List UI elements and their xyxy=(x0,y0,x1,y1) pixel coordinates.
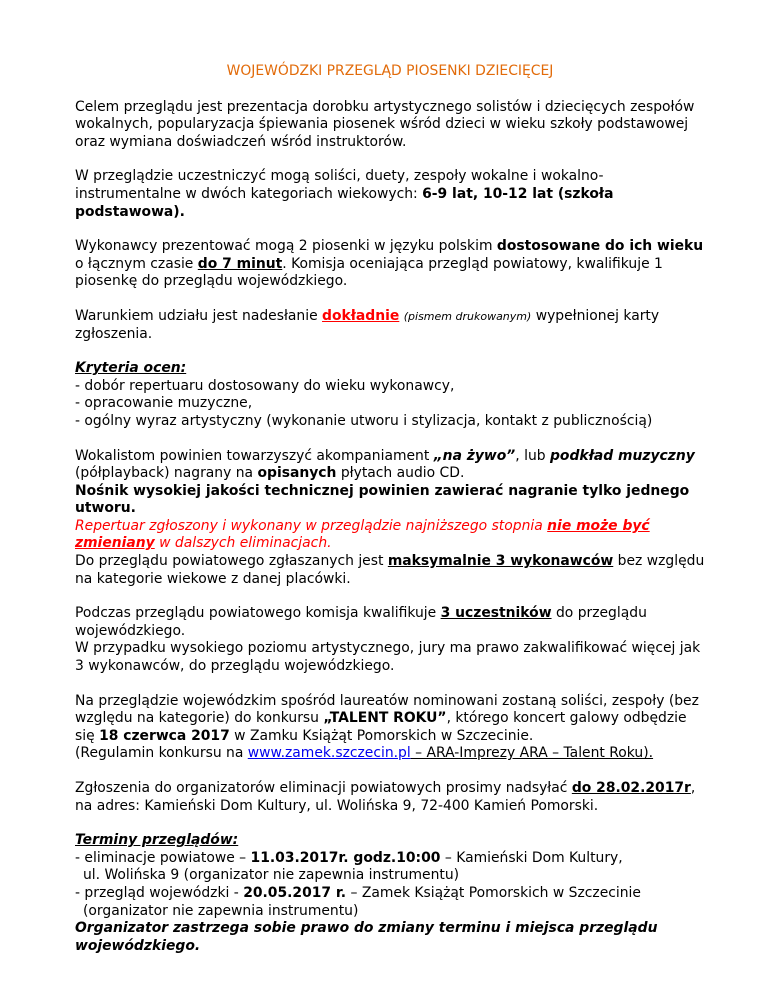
criteria-section xyxy=(75,360,705,430)
page-title: WOJEWÓDZKI PRZEGLĄD PIOSENKI DZIECIĘCEJ xyxy=(226,63,554,79)
list-item: - przegląd wojewódzki - 20.05.2017 r. – Zamek Książąt Pomorskich w Szczecinie xyxy=(75,884,641,901)
paragraph-purpose: Celem przeglądu jest prezentacja dorobku artystycznego solistów i dziecięcych zespołów wokalnych, popularyzacja śpiewania piosenek wśród dzieci w wieku szkoły podstawowej oraz wymiana doświadczeń wśród instruktorów. xyxy=(75,98,695,150)
paragraph-participants: W przeglądzie uczestniczyć mogą soliści, duety, zespoły wokalne i wokalno-instrumentalne w dwóch kategoriach wiekowych: 6-9 lat, 10-12 lat (szkoła podstawowa). xyxy=(75,168,614,220)
emphasis-red: dokładnie xyxy=(322,307,400,324)
terms-heading: Terminy przeglądów: xyxy=(75,832,239,849)
website-link[interactable]: www.zamek.szczecin.pl xyxy=(247,745,411,762)
paragraph-accompaniment: Wokalistom powinien towarzyszyć akompaniament „na żywo”, lub podkład muzyczny (półplayback) nagrany na opisanych płytach audio CD. Nośnik wysokiej jakości technicznej powinien zawierać nagranie tylko jednego utworu. Repertuar zgłoszony i wykonany w przeglądzie najniższego stopnia nie może być zmieniany w dalszych eliminacjach. Do przeglądu powiatowego zgłaszanych jest maksymalnie 3 wykonawców bez względu na kategorie wiekowe z danej placówki. xyxy=(75,447,705,587)
paragraph-talent: Na przeglądzie wojewódzkim spośród laureatów nominowani zostaną soliści, zespoły (bez względu na kategorie) do konkursu „TALENT ROKU”, którego koncert galowy odbędzie się 18 czerwca 2017 w Zamku Książąt Pomorskich w Szczecinie. (Regulamin konkursu na www.zamek.szczecin.pl – ARA-Imprezy ARA – Talent Roku). xyxy=(75,692,699,762)
criteria-heading: Kryteria ocen: xyxy=(75,360,187,377)
list-item: ul. Wolińska 9 (organizator nie zapewnia instrumentu) xyxy=(83,867,460,884)
list-item: - opracowanie muzyczne, xyxy=(75,395,253,412)
terms-section xyxy=(75,832,705,955)
paragraph-conditions: Warunkiem udziału jest nadesłanie dokładnie (pismem drukowanym) wypełnionej karty zgłoszenia. xyxy=(75,307,660,342)
organizer-notice: Organizator zastrzega sobie prawo do zmiany terminu i miejsca przeglądu wojewódzkiego. xyxy=(75,920,658,954)
document-content xyxy=(75,63,705,955)
paragraph-repertoire: Wykonawcy prezentować mogą 2 piosenki w języku polskim dostosowane do ich wieku o łącznym czasie do 7 minut. Komisja oceniająca przegląd powiatowy, kwalifikuje 1 piosenkę do przeglądu wojewódzkiego. xyxy=(75,238,704,290)
list-item: - ogólny wyraz artystyczny (wykonanie utworu i stylizacja, kontakt z publicznością) xyxy=(75,412,653,429)
list-item: (organizator nie zapewnia instrumentu) xyxy=(83,902,359,919)
paragraph-submissions: Zgłoszenia do organizatorów eliminacji powiatowych prosimy nadsyłać do 28.02.2017r, na adres: Kamieński Dom Kultury, ul. Wolińska 9, 72-400 Kamień Pomorski. xyxy=(75,780,696,814)
paragraph-qualification: Podczas przeglądu powiatowego komisja kwalifikuje 3 uczestników do przeglądu wojewódzkiego. W przypadku wysokiego poziomu artystycznego, jury ma prawo zakwalifikować więcej jak 3 wykonawców, do przeglądu wojewódzkiego. xyxy=(75,605,701,675)
list-item: - dobór repertuaru dostosowany do wieku wykonawcy, xyxy=(75,377,455,394)
red-notice: Repertuar zgłoszony i wykonany w przeglądzie najniższego stopnia nie może być zmieniany w dalszych eliminacjach. xyxy=(75,517,650,552)
list-item: - eliminacje powiatowe – 11.03.2017r. godz.10:00 – Kamieński Dom Kultury, xyxy=(75,849,623,866)
